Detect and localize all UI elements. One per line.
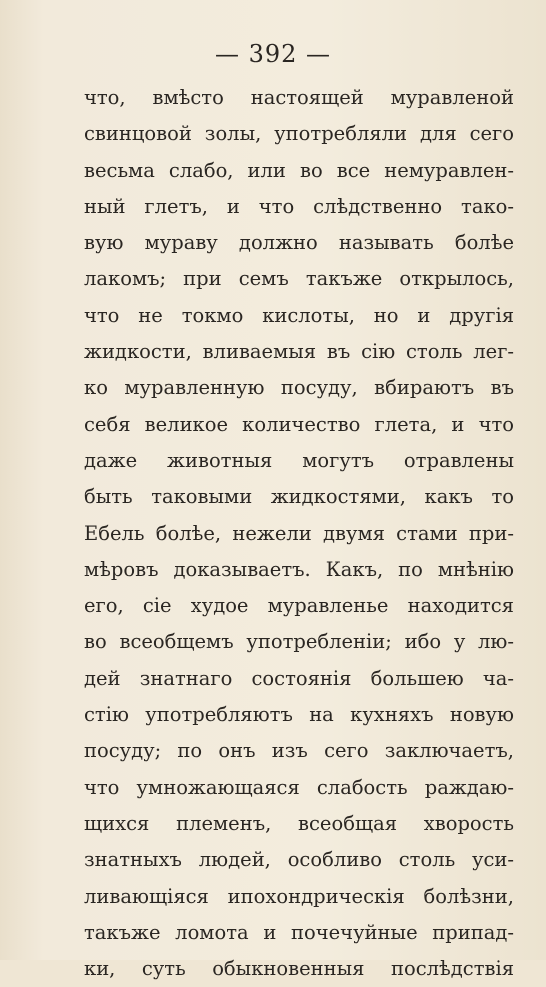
text-line: знатныхъ людей, особливо столь уси- bbox=[84, 848, 514, 872]
text-line: Ебель болѣе, нежели двумя стами при- bbox=[84, 521, 514, 545]
page-number: — 392 — bbox=[214, 40, 332, 68]
text-line: такъже ломота и почечуйные припад- bbox=[84, 920, 514, 944]
text-line: вую мураву должно называть болѣе bbox=[84, 231, 514, 255]
text-line: ко муравленную посуду, вбираютъ въ bbox=[84, 376, 514, 400]
text-line: ки, суть обыкновенныя послѣдствія bbox=[84, 957, 514, 981]
text-line: дей знатнаго состоянія большею ча- bbox=[84, 666, 514, 690]
text-line: жидкости, вливаемыя въ сію столь лег- bbox=[84, 340, 514, 364]
text-line: быть таковыми жидкостями, какъ то bbox=[84, 485, 514, 509]
text-line: его, сіе худое муравленье находится bbox=[84, 594, 514, 618]
text-line: стію употребляютъ на кухняхъ новую bbox=[84, 703, 514, 727]
text-line: щихся племенъ, всеобщая хворость bbox=[84, 811, 514, 835]
text-line: во всеобщемъ употребленіи; ибо у лю- bbox=[84, 630, 514, 654]
text-line: ливающіяся ипохондрическія болѣзни, bbox=[84, 884, 514, 908]
text-line: даже животныя могутъ отравлены bbox=[84, 448, 514, 472]
body-text bbox=[84, 80, 514, 987]
text-line: весьма слабо, или во все немуравлен- bbox=[84, 158, 514, 182]
text-line: мѣровъ доказываетъ. Какъ, по мнѣнію bbox=[84, 557, 514, 581]
text-line: себя великое количество глета, и что bbox=[84, 412, 514, 436]
text-line: ный глетъ, и что слѣдственно тако- bbox=[84, 194, 514, 218]
text-line: лакомъ; при семъ такъже открылось, bbox=[84, 267, 514, 291]
text-line: что, вмѣсто настоящей муравленой bbox=[84, 86, 514, 109]
text-line: свинцовой золы, употребляли для сего bbox=[84, 122, 514, 146]
text-line: что не токмо кислоты, но и другія bbox=[84, 303, 514, 327]
text-line: что умножающаяся слабость раждаю- bbox=[84, 775, 514, 799]
text-line: посуду; по онъ изъ сего заключаетъ, bbox=[84, 739, 514, 763]
